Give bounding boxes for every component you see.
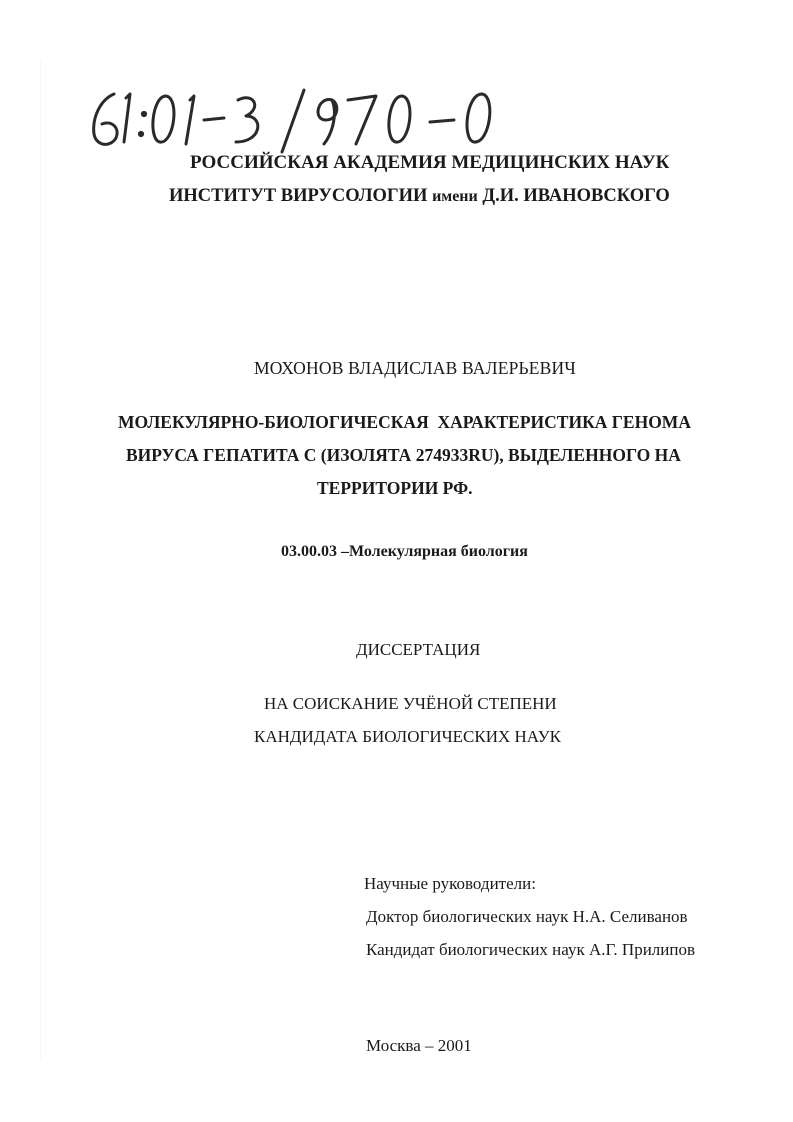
document-type: ДИССЕРТАЦИЯ xyxy=(356,640,481,659)
author-name: МОХОНОВ ВЛАДИСЛАВ ВАЛЕРЬЕВИЧ xyxy=(254,358,576,378)
scan-edge xyxy=(40,60,41,1060)
supervisors-label: Научные руководители: xyxy=(364,874,536,893)
supervisor-second: Кандидат биологических наук А.Г. Прилипов xyxy=(366,940,695,959)
handwritten-code-drawing xyxy=(86,86,506,156)
handwritten-archive-code xyxy=(86,86,506,156)
city-year: Москва – 2001 xyxy=(366,1036,472,1055)
institute-name-prefix: ИНСТИТУТ ВИРУСОЛОГИИ xyxy=(169,186,433,206)
degree-line-2: КАНДИДАТА БИОЛОГИЧЕСКИХ НАУК xyxy=(254,727,561,746)
organization-name: РОССИЙСКАЯ АКАДЕМИЯ МЕДИЦИНСКИХ НАУК xyxy=(190,152,670,173)
title-line-3: ТЕРРИТОРИИ РФ. xyxy=(317,478,473,498)
institute-name-mid: имени xyxy=(432,188,478,205)
specialty-code: 03.00.03 –Молекулярная биология xyxy=(281,543,528,560)
supervisor-first: Доктор биологических наук Н.А. Селиванов xyxy=(366,907,688,926)
institute-name xyxy=(169,186,670,207)
title-line-2: ВИРУСА ГЕПАТИТА С (ИЗОЛЯТА 274933RU), ВЫДЕЛЕННОГО НА xyxy=(126,445,681,465)
degree-line-1: НА СОИСКАНИЕ УЧЁНОЙ СТЕПЕНИ xyxy=(264,694,557,713)
institute-name-suffix: Д.И. ИВАНОВСКОГО xyxy=(477,186,670,206)
title-line-1: МОЛЕКУЛЯРНО-БИОЛОГИЧЕСКАЯ ХАРАКТЕРИСТИКА ГЕНОМА xyxy=(118,412,691,432)
